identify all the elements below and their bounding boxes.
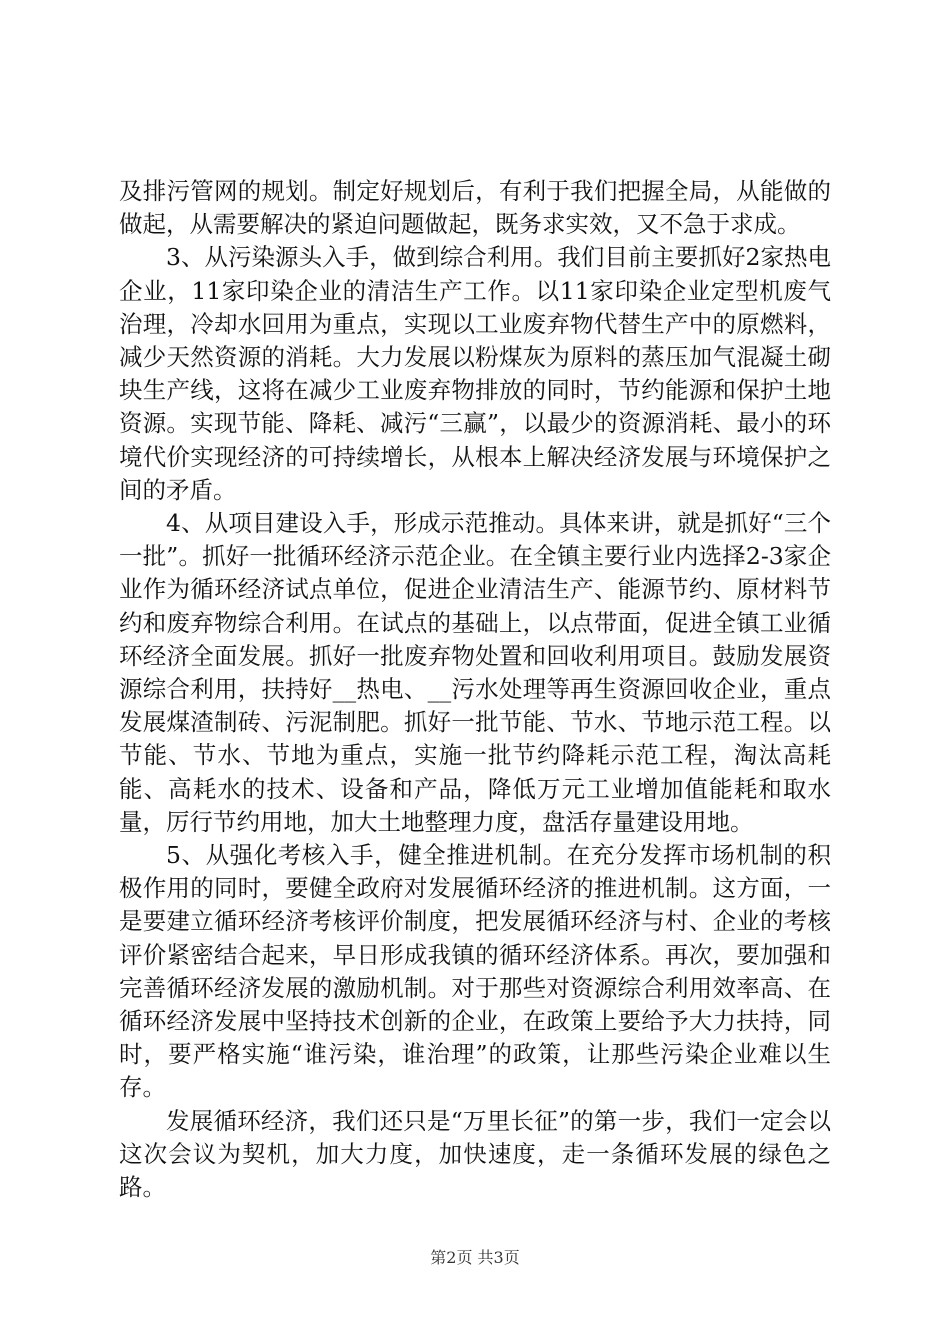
paragraph-pollution-source: 3、从污染源头入手，做到综合利用。我们目前主要抓好2家热电企业，11家印染企业的清洁生产工作。以11家印染企业定型机废气治理，冷却水回用为重点，实现以工业废弃物代替生产中的原燃料，减少天然资源的消耗。大力发展以粉煤灰为原料的蒸压加气混凝土砌块生产线，这将在减少工业废弃物排放的同时，节约能源和保护土地资源。实现节能、降耗、减污“三赢”，以最少的资源消耗、最小的环境代价实现经济的可持续增长，从根本上解决经济发展与环境保护之间的矛盾。 [119,243,831,504]
paragraph-assessment-mechanism: 5、从强化考核入手，健全推进机制。在充分发挥市场机制的积极作用的同时，要健全政府对发展循环经济的推进机制。这方面，一是要建立循环经济考核评价制度，把发展循环经济与村、企业的考核评价紧密结合起来，早日形成我镇的循环经济体系。再次，要加强和完善循环经济发展的激励机制。对于那些对资源综合利用效率高、在循环经济发展中坚持技术创新的企业，在政策上要给予大力扶持，同时，要严格实施“谁污染，谁治理”的政策，让那些污染企业难以生存。 [119,841,831,1102]
paragraph-project-demonstration: 4、从项目建设入手，形成示范推动。具体来讲，就是抓好“三个一批”。抓好一批循环经济示范企业。在全镇主要行业内选择2-3家企业作为循环经济试点单位，促进企业清洁生产、能源节约、原材料节约和废弃物综合利用。在试点的基础上，以点带面，促进全镇工业循环经济全面发展。抓好一批废弃物处置和回收利用项目。鼓励发展资源综合利用，扶持好__热电、__污水处理等再生资源回收企业，重点发展煤渣制砖、污泥制肥。抓好一批节能、节水、节地示范工程。以节能、节水、节地为重点，实施一批节约降耗示范工程，淘汰高耗能、高耗水的技术、设备和产品，降低万元工业增加值能耗和取水量，厉行节约用地，加大土地整理力度，盘活存量建设用地。 [119,509,831,836]
paragraph-conclusion: 发展循环经济，我们还只是“万里长征”的第一步，我们一定会以这次会议为契机，加大力度，加快速度，走一条循环发展的绿色之路。 [119,1106,831,1202]
paragraph-continuation: 及排污管网的规划。制定好规划后，有利于我们把握全局，从能做的做起，从需要解决的紧迫问题做起，既务求实效，又不急于求成。 [119,177,831,239]
page-number-footer: 第2页 共3页 [430,1248,520,1267]
document-body [119,175,831,1204]
